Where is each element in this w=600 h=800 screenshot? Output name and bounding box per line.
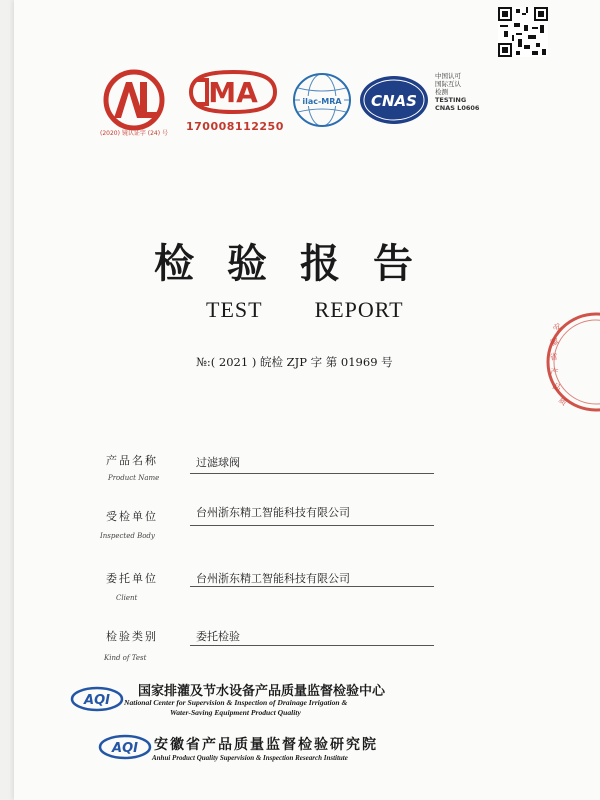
cnas-text: CNAS: [371, 92, 417, 110]
field-sublabel: Inspected Body: [100, 532, 155, 540]
cnas-side-line: CNAS L0606: [435, 104, 480, 112]
field-sublabel: Kind of Test: [104, 654, 147, 662]
field-value: 过滤球阀: [196, 456, 240, 469]
field-value: 委托检验: [196, 630, 240, 643]
qr-code-icon: [498, 6, 548, 58]
cnas-logo-icon: [358, 74, 430, 126]
title-en-word: REPORT: [314, 297, 404, 322]
field-label: 检验类别: [106, 630, 158, 643]
field-underline: [190, 586, 434, 587]
aqi-text: AQI: [84, 693, 110, 708]
report-title-cn: 检验报告: [154, 241, 446, 287]
cma-number: 170008112250: [186, 120, 284, 133]
svg-text:MA: MA: [208, 76, 258, 109]
field-underline: [190, 645, 434, 646]
field-label: 产品名称: [106, 454, 158, 467]
aqi-logo-icon: [70, 686, 124, 712]
svg-text:安: 安: [551, 321, 564, 334]
institution-name-en: Anhui Product Quality Supervision & Inspection Research Institute: [152, 754, 348, 762]
official-stamp-icon: [534, 306, 600, 416]
cnas-side-line: 中国认可: [435, 72, 461, 80]
institution-name-en: Water-Saving Equipment Product Quality: [170, 708, 301, 717]
aqi-logo-icon: [98, 734, 152, 760]
seal-caption: (2020) 镜认证字 (24) 号: [100, 130, 168, 137]
institution-name-cn: 安徽省产品质量监督检验研究院: [154, 737, 378, 753]
svg-text:产: 产: [549, 367, 559, 378]
field-underline: [190, 473, 434, 474]
field-sublabel: Product Name: [108, 474, 160, 482]
report-title-en: [206, 297, 404, 323]
title-en-word: TEST: [206, 297, 263, 322]
aqi-text: AQI: [112, 741, 138, 756]
svg-text:省: 省: [549, 351, 559, 362]
cma-logo-icon: [185, 68, 281, 116]
institution-name-en: National Center for Supervision & Inspection of Drainage Irrigation &: [124, 698, 348, 707]
field-underline: [190, 525, 434, 526]
field-value: 台州浙东精工智能科技有限公司: [196, 572, 350, 585]
cnas-side-line: TESTING: [435, 96, 467, 104]
ilac-text: ilac-MRA: [302, 97, 342, 106]
ilac-mra-logo-icon: [290, 70, 354, 130]
cnas-side-line: 国际互认: [435, 80, 461, 88]
field-sublabel: Client: [116, 594, 138, 602]
field-label: 受检单位: [106, 510, 158, 523]
institution-name-cn: 国家排灌及节水设备产品质量监督检验中心: [138, 684, 386, 699]
field-label: 委托单位: [106, 572, 158, 585]
field-value: 台州浙东精工智能科技有限公司: [196, 506, 350, 519]
cnas-side-text: [435, 72, 479, 112]
svg-text:品: 品: [551, 381, 563, 393]
svg-text:质: 质: [556, 395, 569, 408]
svg-text:徽: 徽: [549, 336, 561, 348]
cnas-side-line: 检测: [435, 88, 448, 96]
report-number: №:( 2021 ) 皖检 ZJP 字 第 01969 号: [196, 355, 393, 369]
